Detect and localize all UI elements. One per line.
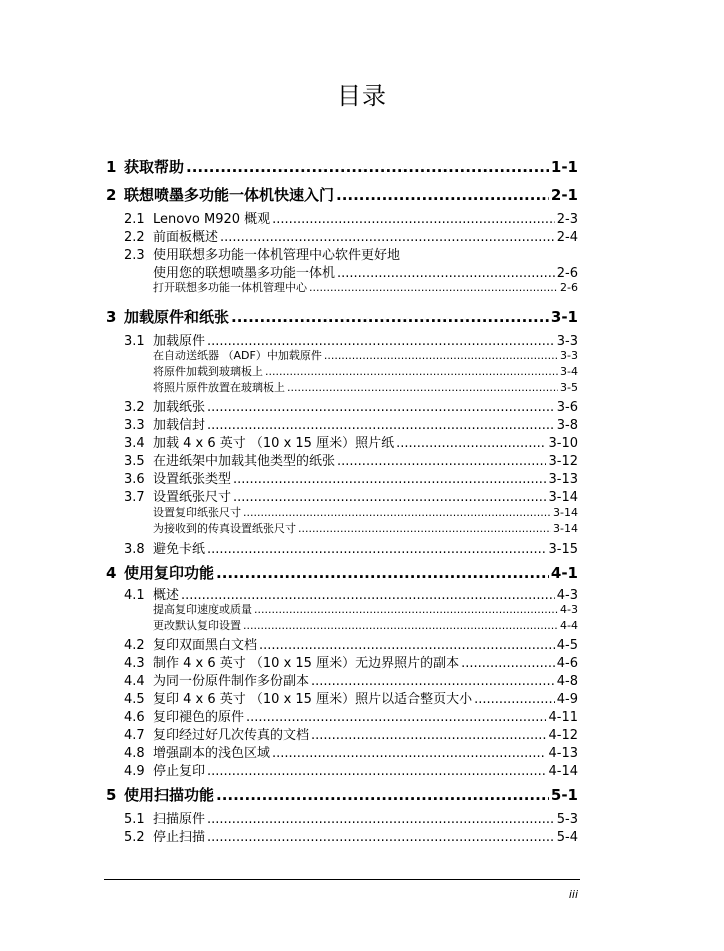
toc-entry-number: 3: [106, 308, 117, 326]
toc-entry-page: 3-14: [548, 490, 578, 505]
toc-entry-label: 为接收到的传真设置纸张尺寸: [153, 522, 296, 535]
toc-entry-label: 加载纸张: [153, 400, 206, 415]
toc-leader-dots: [231, 308, 549, 326]
toc-leader-dots: [243, 619, 558, 632]
toc-entry-label: 制作 4 x 6 英寸 （10 x 15 厘米）无边界照片的副本: [153, 656, 460, 671]
toc-entry[interactable]: [124, 450, 578, 469]
toc-entry-page: 2-6: [560, 281, 578, 294]
toc-entry-page: 4-6: [556, 656, 578, 671]
toc-leader-dots: [311, 728, 546, 743]
toc-leader-dots: [311, 674, 555, 689]
toc-entry[interactable]: [124, 634, 578, 653]
toc-entry-label: 设置纸张尺寸: [153, 490, 232, 505]
toc-entry-number: 2.1: [124, 212, 145, 227]
toc-entry-number: 2.3: [124, 248, 145, 263]
toc-leader-dots: [186, 158, 549, 176]
toc-entry-page: 3-1: [550, 308, 578, 326]
toc-entry[interactable]: [124, 688, 578, 707]
toc-entry-page: 4-3: [560, 603, 578, 616]
toc-entry-label: 停止复印: [153, 764, 206, 779]
toc-leader-dots: [324, 349, 558, 362]
toc-entry[interactable]: [124, 706, 578, 725]
toc-entry-page: 4-5: [556, 638, 578, 653]
toc-leader-dots: [207, 542, 546, 557]
toc-entry[interactable]: [124, 826, 578, 845]
toc-entry-page: 3-12: [548, 454, 578, 469]
toc-entry-page: 2-4: [556, 230, 578, 245]
toc-leader-dots: [474, 692, 555, 707]
toc-entry-label: 加载原件和纸张: [124, 308, 230, 326]
toc-entry-number: 4.1: [124, 588, 145, 603]
toc-entry[interactable]: [106, 784, 578, 805]
toc-leader-dots: [216, 786, 549, 804]
toc-entry-label: 在进纸架中加载其他类型的纸张: [153, 454, 336, 469]
toc-entry-label: 复印经过好几次传真的文档: [153, 728, 310, 743]
toc-entry-page: 5-1: [550, 786, 578, 804]
toc-entry[interactable]: [153, 601, 578, 617]
toc-entry-page: 5-4: [556, 830, 578, 845]
toc-entry-number: 4.8: [124, 746, 145, 761]
toc-entry[interactable]: [124, 396, 578, 415]
toc-entry[interactable]: [124, 742, 578, 761]
toc-leader-dots: [309, 281, 558, 294]
toc-entry-number: 4.2: [124, 638, 145, 653]
toc-entry-label: 使用扫描功能: [124, 786, 215, 804]
toc-entry-label: 设置复印纸张尺寸: [153, 506, 241, 519]
toc-leader-dots: [233, 472, 546, 487]
toc-entry-number: 1: [106, 158, 117, 176]
toc-entry-label: 扫描原件: [153, 812, 206, 827]
toc-entry[interactable]: [124, 414, 578, 433]
toc-entry-page: 3-13: [548, 472, 578, 487]
toc-entry-page: 4-11: [548, 710, 578, 725]
toc-entry-label: 加载原件: [153, 334, 206, 349]
toc-entry-number: 4.6: [124, 710, 145, 725]
toc-entry-label: 避免卡纸: [153, 542, 206, 557]
toc-entry-number: 3.2: [124, 400, 145, 415]
toc-leader-dots: [337, 454, 546, 469]
toc-entry[interactable]: [106, 156, 578, 177]
toc-entry-number: 2: [106, 186, 117, 204]
toc-entry-page: 3-8: [556, 418, 578, 433]
toc-entry-page: 2-1: [550, 186, 578, 204]
toc-leader-dots: [259, 638, 555, 653]
footer-divider: [104, 879, 580, 880]
toc-entry-label: 将照片原件放置在玻璃板上: [153, 381, 285, 394]
toc-entry-number: 4.4: [124, 674, 145, 689]
toc-entry-page: 3-3: [556, 334, 578, 349]
toc-entry-label: 打开联想多功能一体机管理中心: [153, 281, 307, 294]
page-title: 目录: [337, 82, 387, 110]
toc-entry-number: 5.1: [124, 812, 145, 827]
toc-entry[interactable]: [124, 244, 578, 263]
toc-entry[interactable]: [124, 486, 578, 505]
toc-entry-label: 增强副本的浅色区域: [153, 746, 271, 761]
toc-entry[interactable]: [153, 504, 578, 520]
toc-entry-page: 2-3: [556, 212, 578, 227]
toc-entry-page: 3-10: [548, 436, 578, 451]
toc-entry[interactable]: [153, 379, 578, 395]
toc-entry-page: 1-1: [550, 158, 578, 176]
toc-entry[interactable]: [106, 184, 578, 205]
toc-entry[interactable]: [124, 208, 578, 227]
toc-entry-number: 3.6: [124, 472, 145, 487]
toc-entry-label: 使用复印功能: [124, 564, 215, 582]
toc-entry[interactable]: [124, 760, 578, 779]
toc-entry-label: 在自动送纸器 （ADF）中加载原件: [153, 349, 322, 362]
toc-entry-page: 3-3: [560, 349, 578, 362]
toc-entry[interactable]: [153, 617, 578, 633]
toc-entry-label: 联想喷墨多功能一体机快速入门: [124, 186, 335, 204]
toc-entry-label: 为同一份原件制作多份副本: [153, 674, 310, 689]
toc-entry[interactable]: [124, 538, 578, 557]
toc-entry-number: 4: [106, 564, 117, 582]
toc-entry[interactable]: [124, 468, 578, 487]
toc-entry-page: 4-1: [550, 564, 578, 582]
toc-leader-dots: [254, 603, 558, 616]
toc-entry[interactable]: [153, 347, 578, 363]
toc-entry-page: 4-4: [560, 619, 578, 632]
toc-entry-number: 4.9: [124, 764, 145, 779]
toc-leader-dots: [298, 522, 551, 535]
toc-entry[interactable]: [153, 363, 578, 379]
footer-page-number: iii: [568, 888, 578, 901]
toc-entry-label: 加载信封: [153, 418, 206, 433]
toc-leader-dots: [233, 490, 546, 505]
toc-entry-page: 4-9: [556, 692, 578, 707]
toc-entry-page: 3-14: [553, 506, 578, 519]
toc-entry-number: 3.4: [124, 436, 145, 451]
toc-entry-page: 3-14: [553, 522, 578, 535]
toc-leader-dots: [243, 506, 551, 519]
toc-entry-page: 3-15: [548, 542, 578, 557]
toc-leader-dots: [207, 400, 555, 415]
toc-entry[interactable]: [124, 652, 578, 671]
toc-entry-label: 获取帮助: [124, 158, 185, 176]
toc-entry-label: 设置纸张类型: [153, 472, 232, 487]
toc-entry-page: 4-14: [548, 764, 578, 779]
toc-entry-label: 复印 4 x 6 英寸 （10 x 15 厘米）照片以适合整页大小: [153, 692, 473, 707]
toc-entry-number: 3.8: [124, 542, 145, 557]
toc-entry-label: 更改默认复印设置: [153, 619, 241, 632]
toc-entry[interactable]: [124, 670, 578, 689]
toc-leader-dots: [207, 764, 546, 779]
toc-entry[interactable]: [106, 306, 578, 327]
toc-entry-label: 使用您的联想喷墨多功能一体机: [153, 266, 336, 281]
toc-entry-label: 复印褪色的原件: [153, 710, 245, 725]
toc-entry-page: 4-8: [556, 674, 578, 689]
toc-entry[interactable]: [153, 279, 578, 295]
toc-entry[interactable]: [124, 808, 578, 827]
toc-leader-dots: [207, 418, 555, 433]
toc-entry-number: 3.5: [124, 454, 145, 469]
toc-leader-dots: [336, 186, 549, 204]
toc-leader-dots: [246, 710, 546, 725]
toc-leader-dots: [461, 656, 555, 671]
toc-leader-dots: [220, 230, 555, 245]
toc-entry-label: 复印双面黑白文档: [153, 638, 258, 653]
toc-entry-number: 5: [106, 786, 117, 804]
toc-entry-number: 3.3: [124, 418, 145, 433]
toc-entry[interactable]: [124, 432, 578, 451]
toc-entry-number: 4.5: [124, 692, 145, 707]
toc-entry-label: 使用联想多功能一体机管理中心软件更好地: [153, 248, 401, 263]
toc-entry-number: 4.3: [124, 656, 145, 671]
toc-leader-dots: [216, 564, 549, 582]
toc-entry-number: 3.7: [124, 490, 145, 505]
toc-leader-dots: [265, 365, 558, 378]
toc-entry-page: 3-6: [556, 400, 578, 415]
toc-entry-page: 4-13: [548, 746, 578, 761]
toc-leader-dots: [287, 381, 558, 394]
toc-entry[interactable]: [106, 562, 578, 583]
toc-entry-page: 4-12: [548, 728, 578, 743]
toc-entry-label: 停止扫描: [153, 830, 206, 845]
toc-entry[interactable]: [124, 724, 578, 743]
toc-entry-number: 4.7: [124, 728, 145, 743]
toc-entry-label: 加载 4 x 6 英寸 （10 x 15 厘米）照片纸: [153, 436, 395, 451]
toc-entry-number: 3.1: [124, 334, 145, 349]
toc-entry-number: 2.2: [124, 230, 145, 245]
toc-entry-label: 概述: [153, 588, 180, 603]
toc-entry-page: 2-6: [556, 266, 578, 281]
toc-leader-dots: [272, 212, 555, 227]
toc-entry-page: 3-5: [560, 381, 578, 394]
toc-entry-page: 4-3: [556, 588, 578, 603]
toc-leader-dots: [272, 746, 546, 761]
toc-entry-label: 将原件加载到玻璃板上: [153, 365, 263, 378]
toc-leader-dots: [396, 436, 546, 451]
toc-entry-page: 5-3: [556, 812, 578, 827]
toc-entry-label: 前面板概述: [153, 230, 219, 245]
toc-entry-number: 5.2: [124, 830, 145, 845]
toc-entry-page: 3-4: [560, 365, 578, 378]
toc-leader-dots: [207, 830, 555, 845]
toc-entry[interactable]: [124, 226, 578, 245]
toc-entry-label: Lenovo M920 概观: [153, 212, 271, 227]
toc-leader-dots: [207, 812, 555, 827]
toc-entry[interactable]: [153, 520, 578, 536]
toc-entry-label: 提高复印速度或质量: [153, 603, 252, 616]
